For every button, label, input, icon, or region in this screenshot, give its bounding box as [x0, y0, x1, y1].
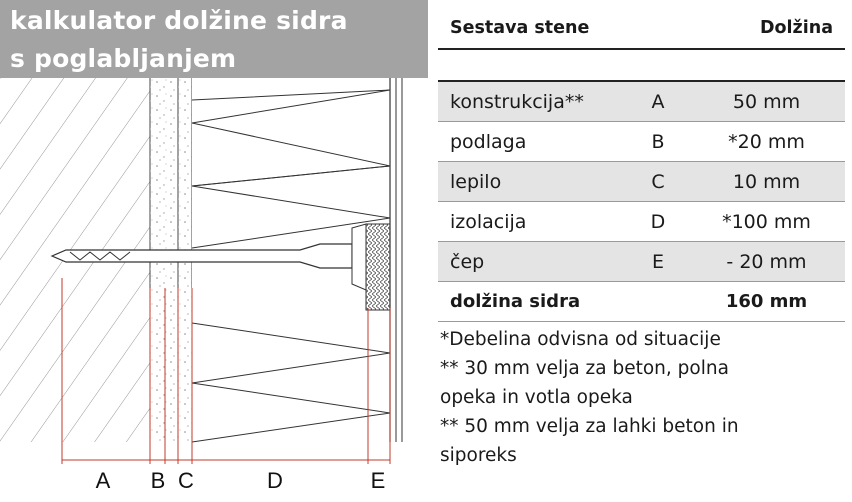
wall-section-diagram: [0, 78, 430, 502]
total-row: [438, 282, 845, 322]
row-value: 10 mm: [688, 162, 845, 202]
table-row: [438, 81, 845, 122]
dimension-label-b: B: [150, 468, 166, 493]
total-value: 160 mm: [688, 282, 845, 322]
title-band: [0, 0, 428, 78]
row-letter: E: [628, 242, 688, 282]
dimension-labels: [96, 468, 386, 493]
page-title-line-1: kalkulator dolžine sidra: [10, 6, 348, 35]
row-letter: A: [628, 81, 688, 122]
footnotes: [440, 325, 850, 470]
row-label: konstrukcija**: [438, 81, 628, 122]
row-label: čep: [438, 242, 628, 282]
row-letter: B: [628, 122, 688, 162]
row-value: - 20 mm: [688, 242, 845, 282]
column-header-length: Dolžina: [760, 18, 833, 38]
footnote-line: *Debelina odvisna od situacije: [440, 329, 721, 350]
column-header-composition: Sestava stene: [450, 18, 590, 38]
page-title-line-2: s poglabljanjem: [10, 44, 237, 73]
row-label: podlaga: [438, 122, 628, 162]
row-value: *20 mm: [688, 122, 845, 162]
composition-table: [438, 8, 845, 322]
dimension-label-c: C: [178, 468, 194, 493]
row-value: 50 mm: [688, 81, 845, 122]
total-label: dolžina sidra: [438, 282, 628, 322]
row-letter: C: [628, 162, 688, 202]
footnote-line: opeka in votla opeka: [440, 387, 633, 408]
footnote-line: ** 50 mm velja za lahki beton in: [440, 416, 739, 437]
row-label: lepilo: [438, 162, 628, 202]
footnote-line: siporeks: [440, 445, 517, 466]
row-value: *100 mm: [688, 202, 845, 242]
render-layer: [396, 78, 402, 442]
table-row: [438, 202, 845, 242]
dimension-label-a: A: [95, 468, 111, 493]
row-letter: D: [628, 202, 688, 242]
dimension-label-e: E: [370, 468, 386, 493]
footnote-line: ** 30 mm velja za beton, polna: [440, 358, 729, 379]
row-label: izolacija: [438, 202, 628, 242]
dimension-label-d: D: [267, 468, 283, 493]
table-row: [438, 242, 845, 282]
table-row: [438, 122, 845, 162]
table-row: [438, 162, 845, 202]
